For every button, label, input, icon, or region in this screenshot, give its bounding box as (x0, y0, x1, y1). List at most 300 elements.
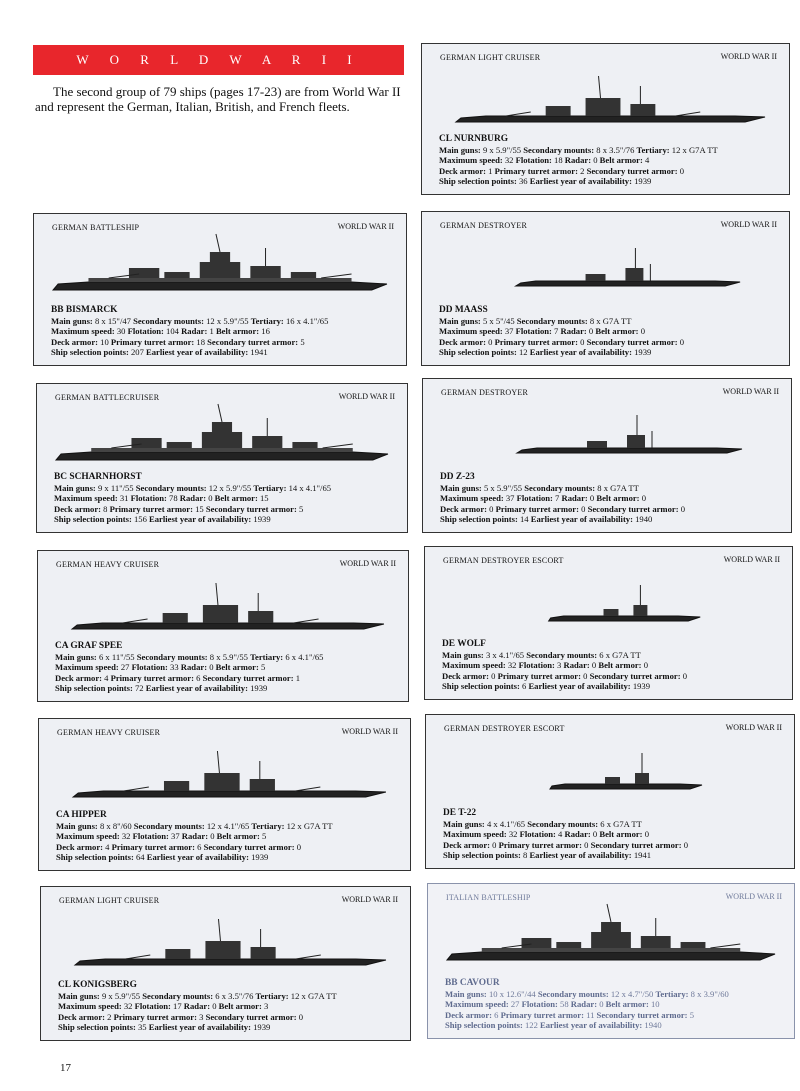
stat-value: 36 (516, 175, 530, 186)
stat-label: Primary turret armor: (497, 670, 581, 681)
stat-label: Secondary mounts: (142, 991, 214, 1002)
stat-label: Tertiary: (255, 991, 289, 1002)
stat-value: 1939 (631, 175, 652, 186)
stat-value: 0 (586, 326, 596, 337)
ship-silhouette (52, 579, 394, 639)
stat-value: 37 (502, 326, 516, 337)
stat-value: 1941 (631, 849, 652, 860)
stat-value: 5 x 5"/45 (480, 316, 517, 327)
ship-stats (56, 810, 404, 862)
stat-label: Maximum speed: (439, 326, 503, 337)
stat-value: 0 (680, 670, 688, 681)
stat-label: Radar: (564, 155, 592, 166)
ship-category: ITALIAN BATTLESHIP (446, 893, 531, 902)
stat-label: Primary turret armor: (110, 336, 195, 347)
stat-value: 1 (486, 165, 495, 176)
stats-line-armor (439, 337, 783, 347)
stat-label: Maximum speed: (443, 829, 507, 840)
stat-value: 0 (210, 1001, 219, 1012)
stat-label: Primary turret armor: (494, 165, 578, 176)
era-label: WORLD WAR II (338, 392, 395, 401)
stat-value: 1939 (630, 680, 651, 691)
stat-value: 207 (128, 346, 147, 357)
stat-value: 16 (259, 326, 270, 337)
stat-label: Secondary mounts: (135, 483, 207, 494)
stat-label: Belt armor: (598, 660, 642, 671)
stat-label: Tertiary: (250, 652, 284, 663)
stat-value: 1 (293, 672, 301, 683)
stat-value: 1939 (248, 851, 269, 862)
ship-category: GERMAN LIGHT CRUISER (440, 53, 541, 62)
stat-label: Flotation: (127, 326, 164, 337)
stat-label: Radar: (183, 1001, 211, 1012)
stat-label: Main guns: (443, 819, 485, 830)
stat-label: Ship selection points: (440, 513, 518, 524)
stat-value: 10 (648, 999, 660, 1010)
stats-line-points (445, 1020, 788, 1030)
stat-value: 6 (492, 1009, 501, 1020)
stat-value: 32 (121, 1001, 135, 1012)
stat-value: 9 x 5.9"/55 (480, 145, 524, 156)
stat-value: 15 (192, 503, 206, 514)
stat-value: 4 (103, 841, 112, 852)
stat-label: Primary turret armor: (494, 336, 578, 347)
stat-label: Ship selection points: (54, 513, 132, 524)
stat-value: 4 (555, 829, 565, 840)
stat-value: 1 (207, 326, 216, 337)
stat-value: 37 (503, 493, 517, 504)
stat-value: 4 (642, 155, 650, 166)
era-label: WORLD WAR II (720, 52, 777, 61)
stat-label: Deck armor: (440, 503, 488, 514)
stats-line-points (443, 850, 788, 860)
stat-label: Ship selection points: (442, 680, 520, 691)
stat-value: 12 (516, 346, 530, 357)
stats-line-points (442, 681, 786, 691)
stats-line-armor (440, 504, 785, 514)
stat-label: Flotation: (521, 999, 558, 1010)
ship-card-cavour (427, 883, 795, 1039)
stat-value: 1939 (631, 346, 652, 357)
era-label: WORLD WAR II (341, 895, 398, 904)
era-label: WORLD WAR II (723, 555, 780, 564)
era-label: WORLD WAR II (339, 559, 396, 568)
era-label: WORLD WAR II (722, 387, 779, 396)
stat-label: Secondary turret armor: (202, 672, 294, 683)
ship-card-wolf (424, 546, 793, 700)
ship-stats (54, 472, 401, 524)
stat-value: 32 (505, 660, 519, 671)
stat-label: Maximum speed: (439, 155, 503, 166)
stat-label: Main guns: (51, 316, 93, 327)
ship-stats (440, 472, 785, 524)
stats-line-armor (443, 840, 788, 850)
stat-value: 1939 (250, 1021, 271, 1032)
stat-value: 7 (552, 493, 562, 504)
stat-label: Secondary turret armor: (590, 839, 682, 850)
stats-line-speed (55, 662, 402, 672)
stat-value: 17 (170, 1001, 184, 1012)
stat-label: Belt armor: (216, 831, 260, 842)
stats-line-guns (440, 483, 785, 493)
stat-label: Radar: (179, 493, 207, 504)
stat-label: Earliest year of availability: (529, 849, 632, 860)
stat-label: Main guns: (55, 652, 97, 663)
ship-stats (58, 980, 404, 1032)
ship-name: CA HIPPER (56, 810, 107, 821)
stat-value: 1939 (251, 513, 271, 524)
ship-card-hipper (38, 718, 411, 871)
stat-value: 5 (259, 831, 267, 842)
stat-value: 0 (589, 660, 599, 671)
stat-label: Belt armor: (215, 326, 260, 337)
ship-category: GERMAN BATTLECRUISER (55, 393, 160, 402)
stat-label: Flotation: (130, 493, 167, 504)
ship-category: GERMAN DESTROYER (440, 221, 527, 230)
stat-label: Belt armor: (605, 999, 649, 1010)
stats-line-points (56, 852, 404, 862)
stat-label: Radar: (563, 660, 590, 671)
stat-value: 18 (194, 336, 208, 347)
stat-value: 8 (520, 849, 530, 860)
stat-value: 0 (641, 660, 648, 671)
stats-line-speed (51, 326, 400, 336)
stat-label: Primary turret armor: (498, 839, 582, 850)
stat-label: Secondary turret armor: (586, 336, 678, 347)
ship-name: CL NURNBURG (439, 134, 509, 145)
ship-silhouette (436, 244, 775, 294)
stat-label: Flotation: (132, 831, 169, 842)
ship-category: GERMAN BATTLESHIP (52, 223, 140, 232)
stat-value: 8 x 8"/60 (97, 821, 134, 832)
stats-line-speed (56, 831, 404, 841)
stats-line-armor (442, 671, 786, 681)
stat-value: 12 x G7A TT (288, 991, 337, 1002)
stat-value: 12 x 4.1"/65 (204, 821, 252, 832)
ship-stats (55, 641, 402, 693)
stat-label: Tertiary: (251, 821, 285, 832)
stat-value: 18 (551, 155, 565, 166)
stat-label: Deck armor: (443, 839, 491, 850)
stat-label: Secondary turret armor: (587, 503, 679, 514)
stat-value: 1940 (642, 1019, 662, 1030)
stat-label: Maximum speed: (445, 999, 509, 1010)
stat-label: Primary turret armor: (495, 503, 579, 514)
stat-value: 12 x 5.9"/55 (203, 316, 251, 327)
era-label: WORLD WAR II (725, 723, 782, 732)
stats-line-speed (440, 493, 785, 503)
ship-stats (439, 305, 783, 357)
stat-value: 8 x 3.9"/60 (688, 989, 729, 1000)
stat-label: Maximum speed: (440, 493, 504, 504)
ship-category: GERMAN HEAVY CRUISER (56, 560, 160, 569)
stat-label: Primary turret armor: (500, 1009, 584, 1020)
ship-card-grafspee (37, 550, 409, 702)
stat-value: 15 (257, 493, 269, 504)
stat-label: Deck armor: (51, 336, 99, 347)
ship-category: GERMAN DESTROYER (441, 388, 528, 397)
stats-line-speed (442, 660, 786, 670)
stat-label: Secondary turret armor: (205, 503, 297, 514)
stat-label: Ship selection points: (439, 175, 517, 186)
stat-value: 6 x 4.1"/65 (283, 652, 324, 663)
stat-value: 8 (101, 503, 110, 514)
stats-line-speed (443, 829, 788, 839)
stat-value: 0 (591, 155, 600, 166)
stat-value: 1939 (247, 682, 268, 693)
stat-label: Maximum speed: (54, 493, 118, 504)
stat-value: 6 (193, 672, 203, 683)
ship-silhouette (439, 579, 778, 629)
stat-value: 3 (196, 1011, 206, 1022)
era-label: WORLD WAR II (337, 222, 394, 231)
stat-value: 58 (557, 999, 571, 1010)
stat-label: Deck armor: (445, 1009, 493, 1020)
stat-value: 12 x G7A TT (284, 821, 333, 832)
stat-value: 4 x 4.1"/65 (484, 819, 528, 830)
stat-label: Deck armor: (55, 672, 103, 683)
stat-label: Deck armor: (439, 165, 487, 176)
stat-value: 78 (166, 493, 180, 504)
stat-value: 0 (578, 503, 588, 514)
stat-label: Secondary turret armor: (589, 670, 681, 681)
ship-card-t22 (425, 714, 795, 869)
stat-label: Radar: (181, 326, 208, 337)
stat-label: Secondary turret armor: (596, 1009, 688, 1020)
stats-line-armor (439, 166, 783, 176)
stat-label: Earliest year of availability: (530, 513, 633, 524)
ship-silhouette (440, 747, 780, 797)
stat-label: Tertiary: (655, 989, 689, 1000)
stat-label: Deck armor: (54, 503, 102, 514)
stat-value: 12 x 5.9"/55 (206, 483, 254, 494)
stat-value: 0 (580, 670, 590, 681)
stat-value: 10 x 12.6"/44 (486, 989, 538, 1000)
stat-value: 32 (502, 155, 516, 166)
stat-value: 6 (519, 680, 529, 691)
stat-label: Ship selection points: (445, 1019, 523, 1030)
page-number: 17 (60, 1062, 71, 1074)
stats-line-armor (51, 337, 400, 347)
stats-line-guns (58, 991, 404, 1001)
stat-value: 30 (114, 326, 128, 337)
stats-line-guns (54, 483, 401, 493)
ship-stats (51, 305, 400, 357)
stat-label: Belt armor: (595, 326, 639, 337)
stat-value: 0 (677, 336, 685, 347)
stat-label: Flotation: (516, 493, 553, 504)
stat-value: 12 x 4.7"/50 (608, 989, 656, 1000)
stat-label: Radar: (560, 326, 587, 337)
stat-label: Earliest year of availability: (146, 346, 249, 357)
stat-value: 3 x 4.1"/65 (483, 650, 527, 661)
ship-silhouette (51, 402, 393, 472)
stats-line-points (51, 347, 400, 357)
stat-label: Secondary mounts: (524, 483, 596, 494)
stat-label: Radar: (181, 831, 209, 842)
stat-label: Secondary turret armor: (203, 841, 295, 852)
stat-label: Belt armor: (599, 829, 643, 840)
intro-paragraph: The second group of 79 ships (pages 17-23) are from World War II and represent the German, Italian, British, and French fleets. (35, 84, 401, 114)
stats-line-points (54, 514, 401, 524)
ship-silhouette (437, 411, 777, 461)
stat-label: Belt armor: (218, 1001, 262, 1012)
stat-label: Secondary mounts: (133, 821, 205, 832)
stat-value: 0 (677, 165, 685, 176)
stat-value: 0 (587, 493, 597, 504)
stat-value: 0 (581, 839, 591, 850)
section-banner: W O R L D W A R I I (33, 45, 404, 75)
stat-label: Main guns: (440, 483, 482, 494)
ship-name: BC SCHARNHORST (54, 472, 142, 483)
era-label: WORLD WAR II (720, 220, 777, 229)
stat-label: Tertiary: (636, 145, 670, 156)
stats-line-armor (56, 842, 404, 852)
stat-label: Main guns: (439, 145, 481, 156)
stat-value: 6 x G7A TT (597, 650, 641, 661)
stat-label: Ship selection points: (56, 851, 134, 862)
stat-label: Earliest year of availability: (146, 851, 249, 862)
stat-value: 0 (206, 493, 215, 504)
stat-value: 0 (678, 503, 686, 514)
stat-value: 5 (298, 336, 305, 347)
stat-value: 1940 (632, 513, 653, 524)
stat-value: 5 (296, 503, 304, 514)
ship-name: DE WOLF (442, 639, 486, 650)
stat-label: Primary turret armor: (110, 672, 194, 683)
stat-label: Main guns: (54, 483, 96, 494)
stat-value: 0 (490, 839, 499, 850)
stat-label: Ship selection points: (55, 682, 133, 693)
stats-line-speed (439, 155, 783, 165)
stat-label: Belt armor: (214, 493, 258, 504)
stats-line-guns (439, 316, 783, 326)
stat-value: 9 x 11"/55 (95, 483, 136, 494)
stat-label: Earliest year of availability: (528, 680, 631, 691)
ship-stats (445, 978, 788, 1030)
ship-category: GERMAN DESTROYER ESCORT (443, 556, 564, 565)
stat-value: 8 x G7A TT (595, 483, 639, 494)
stat-label: Main guns: (58, 991, 100, 1002)
stat-value: 8 x 3.5"/76 (594, 145, 637, 156)
stat-value: 156 (131, 513, 150, 524)
stat-label: Earliest year of availability: (529, 175, 632, 186)
stats-line-guns (439, 145, 783, 155)
stat-label: Maximum speed: (55, 662, 119, 673)
ship-category: GERMAN HEAVY CRUISER (57, 728, 161, 737)
stat-value: 0 (487, 503, 496, 514)
ship-card-z23 (422, 378, 792, 533)
ship-name: CL KONIGSBERG (58, 980, 137, 991)
stats-line-points (439, 176, 783, 186)
stat-label: Ship selection points: (58, 1021, 136, 1032)
stat-label: Main guns: (56, 821, 98, 832)
stats-line-speed (54, 493, 401, 503)
stat-value: 6 (194, 841, 204, 852)
stat-value: 1941 (248, 346, 268, 357)
stat-label: Belt armor: (215, 662, 259, 673)
stat-value: 4 (102, 672, 111, 683)
stat-value: 0 (639, 493, 646, 504)
stat-value: 2 (105, 1011, 114, 1022)
ship-card-konigsberg (40, 886, 411, 1041)
ship-name: CA GRAF SPEE (55, 641, 123, 652)
stat-label: Secondary mounts: (527, 819, 599, 830)
ship-stats (443, 808, 788, 860)
ship-silhouette (436, 72, 775, 132)
stat-value: 27 (118, 662, 132, 673)
stat-value: 12 x G7A TT (669, 145, 718, 156)
stat-value: 32 (506, 829, 520, 840)
stat-label: Tertiary: (253, 483, 287, 494)
stat-value: 3 (261, 1001, 269, 1012)
stats-line-guns (51, 316, 400, 326)
stat-value: 0 (296, 1011, 304, 1022)
stat-label: Secondary turret armor: (207, 336, 299, 347)
stat-value: 0 (208, 831, 217, 842)
stat-label: Main guns: (439, 316, 481, 327)
stat-label: Radar: (561, 493, 588, 504)
stats-line-points (440, 514, 785, 524)
stat-value: 0 (294, 841, 302, 852)
ship-name: BB CAVOUR (445, 978, 500, 989)
stat-label: Earliest year of availability: (540, 1019, 643, 1030)
stat-label: Deck armor: (56, 841, 104, 852)
stat-label: Main guns: (442, 650, 484, 661)
stat-value: 16 x 4.1"/65 (283, 316, 329, 327)
stat-label: Secondary mounts: (526, 650, 598, 661)
stat-label: Maximum speed: (58, 1001, 122, 1012)
stat-value: 33 (167, 662, 181, 673)
stat-label: Radar: (180, 662, 208, 673)
stat-value: 8 x 5.9"/55 (207, 652, 251, 663)
stat-label: Secondary turret armor: (586, 165, 678, 176)
stat-value: 37 (168, 831, 182, 842)
stat-value: 3 (554, 660, 564, 671)
stat-label: Secondary mounts: (133, 316, 204, 327)
stat-value: 0 (489, 670, 498, 681)
ship-card-nurnburg (421, 43, 790, 195)
stat-value: 104 (163, 326, 182, 337)
stat-label: Earliest year of availability: (145, 682, 248, 693)
stat-value: 6 x 3.5"/76 (213, 991, 256, 1002)
stat-label: Secondary mounts: (523, 145, 595, 156)
stat-value: 5 x 5.9"/55 (481, 483, 525, 494)
stat-value: 8 x 15"/47 (92, 316, 134, 327)
stat-label: Main guns: (445, 989, 487, 1000)
stat-label: Flotation: (515, 326, 552, 337)
stat-label: Maximum speed: (442, 660, 506, 671)
stat-label: Primary turret armor: (111, 841, 195, 852)
stats-line-guns (445, 989, 788, 999)
stat-value: 7 (551, 326, 561, 337)
stats-line-guns (56, 821, 404, 831)
stat-label: Belt armor: (596, 493, 640, 504)
stat-value: 32 (119, 831, 133, 842)
stat-value: 6 x 11"/55 (96, 652, 137, 663)
stat-label: Flotation: (515, 155, 552, 166)
stat-label: Secondary mounts: (136, 652, 208, 663)
stat-value: 0 (597, 999, 606, 1010)
stat-label: Flotation: (134, 1001, 171, 1012)
stat-label: Ship selection points: (51, 346, 129, 357)
stat-label: Ship selection points: (443, 849, 521, 860)
ship-category: GERMAN LIGHT CRUISER (59, 896, 160, 905)
stat-value: 2 (577, 165, 587, 176)
stat-label: Deck armor: (439, 336, 487, 347)
stat-label: Ship selection points: (439, 346, 517, 357)
era-label: WORLD WAR II (725, 892, 782, 901)
